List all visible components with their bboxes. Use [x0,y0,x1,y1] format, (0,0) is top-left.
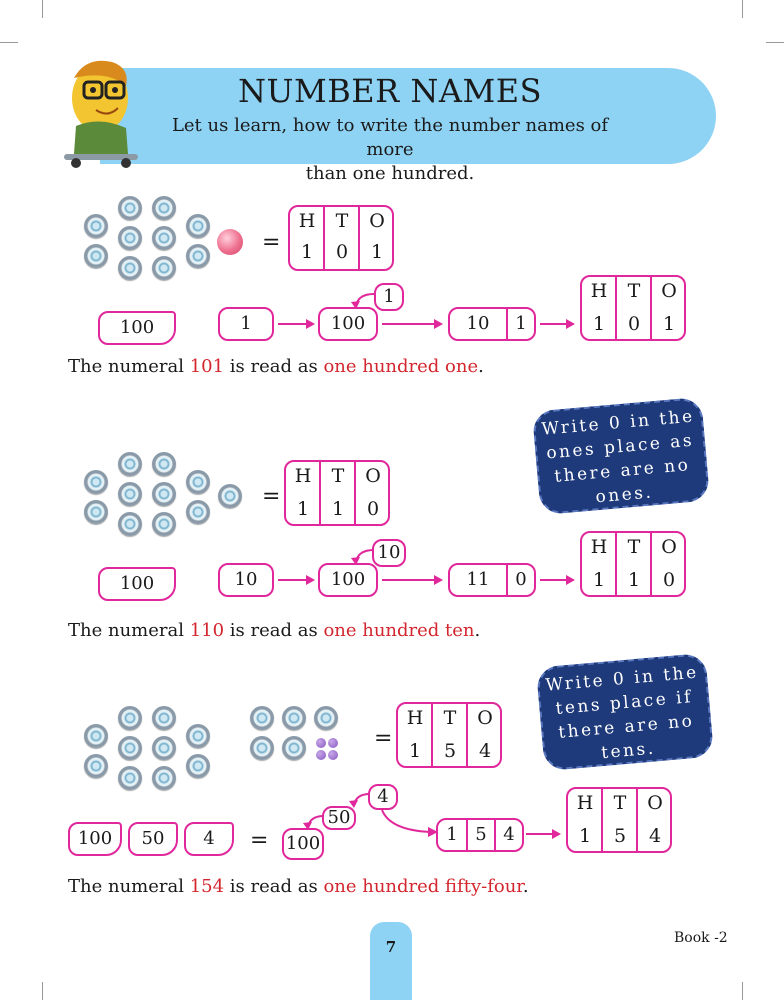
value-h: 1 [578,825,592,847]
header-o: O [661,536,677,558]
header-h: H [590,280,608,302]
purple-bead [316,750,326,760]
sentence-text: is read as [224,356,324,377]
value-h: 1 [408,740,422,762]
bead [186,214,210,238]
book-label: Book -2 [674,930,728,946]
equals-sign: = [374,726,393,751]
header-o: O [647,792,663,814]
value-h: 1 [592,313,606,335]
bead-ten [218,484,242,508]
crop-mark [42,982,43,1000]
carry-bubble: 10 [372,539,406,567]
arrow-head [552,829,561,839]
numeral: 154 [189,876,225,897]
bead [84,244,108,268]
header-o: O [477,707,493,729]
value-o: 0 [366,498,380,520]
bead [186,724,210,748]
split-right: 0 [515,569,527,590]
arrow-head [566,319,575,329]
number-name: one hundred ten [323,620,475,641]
hundred-tag: 100 [68,822,122,856]
tip-note [532,397,710,515]
split-box [448,307,536,341]
header-t: T [627,280,641,302]
arrow-head [434,319,443,329]
value-h: 1 [300,241,314,263]
header-o: O [365,465,381,487]
step-box: 100 [318,307,378,341]
step-box: 1 [218,307,274,341]
sentence-text: The numeral [68,620,190,641]
crop-mark [0,42,18,43]
combined-box: 100 [282,828,324,860]
carry-bubble-fifty: 50 [322,806,356,830]
sentence-text: . [478,356,484,377]
bead [118,226,142,250]
bead [282,706,306,730]
numeral-sentence [68,620,480,641]
note-line: ones place as [545,430,695,464]
split-right: 1 [515,313,527,334]
bead [118,482,142,506]
numeral: 110 [189,620,225,641]
crop-mark [42,0,43,18]
subtitle-line-1: Let us learn, how to write the number names of more [171,115,609,160]
value-o: 0 [662,569,676,591]
value-t: 5 [613,825,627,847]
value-o: 4 [478,740,492,762]
arrow-head [306,575,315,585]
value-h: 1 [296,498,310,520]
split-box [448,563,536,597]
sentence-text: is read as [224,620,324,641]
note-line: tens. [600,738,657,764]
bead [118,736,142,760]
bead [152,196,176,220]
note-line: tens place if [554,687,694,719]
bead [84,470,108,494]
split-left: 11 [466,569,490,590]
bead [250,736,274,760]
pink-ball-one [217,229,243,255]
header-h: H [590,536,608,558]
tip-note [536,653,714,771]
header-o: O [369,210,385,232]
place-value-table [284,460,390,526]
page-title: NUMBER NAMES [237,72,543,110]
combined-result-box [436,818,524,852]
bead [152,452,176,476]
sentence-text: The numeral [68,876,190,897]
note-line: Write 0 in the [544,662,700,696]
note-line: there are no [553,455,692,487]
crop-mark [766,42,784,43]
header-t: T [443,707,457,729]
page-subtitle [150,114,630,186]
header-t: T [335,210,349,232]
arrow [382,579,436,581]
four-tag: 4 [184,822,234,856]
sentence-text: . [522,876,529,897]
step-box: 10 [218,563,274,597]
header-o: O [661,280,677,302]
bead [118,196,142,220]
equals-sign: = [262,230,281,255]
value-t: 0 [335,241,349,263]
bead [118,706,142,730]
result-digit: 1 [446,824,458,845]
value-h: 1 [592,569,606,591]
value-t: 0 [627,313,641,335]
place-value-table [396,702,502,768]
bead [118,256,142,280]
header-h: H [576,792,594,814]
curved-arrow [380,808,440,838]
carry-arrow [350,290,376,310]
value-t: 5 [443,740,457,762]
numeral: 101 [189,356,225,377]
header-h: H [294,465,312,487]
arrow-head [566,575,575,585]
header-t: T [331,465,345,487]
equals-sign: = [262,484,281,509]
carry-arrow [300,812,326,832]
arrow [278,579,308,581]
purple-bead [328,738,338,748]
hundred-tag: 100 [98,311,176,345]
place-value-table [288,205,394,271]
bead [314,706,338,730]
value-o: 1 [662,313,676,335]
arrow [526,833,554,835]
note-line: ones. [594,482,655,508]
equals-sign: = [250,828,269,853]
result-table [580,275,686,341]
page-number: 7 [370,922,412,1000]
value-o: 4 [648,825,662,847]
sentence-text: . [474,620,481,641]
arrow-head [434,575,443,585]
split-left: 10 [466,313,490,334]
value-t: 1 [627,569,641,591]
bead [250,706,274,730]
bead [152,226,176,250]
bead [186,470,210,494]
numeral-sentence [68,356,484,377]
bead [84,724,108,748]
bead [84,754,108,778]
result-digit: 4 [503,824,515,845]
arrow [382,323,436,325]
header-t: T [613,792,627,814]
carry-arrow [346,790,372,810]
bead [84,500,108,524]
numeral-sentence [68,876,529,897]
bead [152,766,176,790]
purple-bead [316,738,326,748]
arrow-head [306,319,315,329]
purple-bead [328,750,338,760]
header-h: H [406,707,424,729]
bead [152,256,176,280]
note-line: Write 0 in the [540,406,696,440]
result-digit: 5 [475,824,487,845]
bead [282,736,306,760]
carry-bubble: 1 [374,283,404,311]
bead [118,452,142,476]
sentence-text: The numeral [68,356,190,377]
bead [186,244,210,268]
arrow [540,579,568,581]
value-t: 1 [331,498,345,520]
bead [186,500,210,524]
note-line: there are no [557,711,696,743]
bead [152,512,176,536]
subtitle-line-2: than one hundred. [305,163,475,184]
fifty-tag: 50 [128,822,178,856]
mascot-illustration [56,50,146,170]
bead [152,482,176,506]
step-box: 100 [318,563,378,597]
sentence-text: is read as [224,876,324,897]
value-o: 1 [370,241,384,263]
header-h: H [298,210,316,232]
bead [118,766,142,790]
carry-arrow [350,546,376,566]
number-name: one hundred one [323,356,479,377]
result-table [566,787,672,853]
bead [152,706,176,730]
arrow [278,323,308,325]
bead [118,512,142,536]
bead [152,736,176,760]
crop-mark [742,0,743,18]
carry-bubble-four: 4 [368,784,398,810]
bead [186,754,210,778]
crop-mark [742,982,743,1000]
result-table [580,531,686,597]
header-t: T [627,536,641,558]
hundred-tag: 100 [98,567,176,601]
arrow [540,323,568,325]
bead [84,214,108,238]
number-name: one hundred fifty-four [323,876,523,897]
